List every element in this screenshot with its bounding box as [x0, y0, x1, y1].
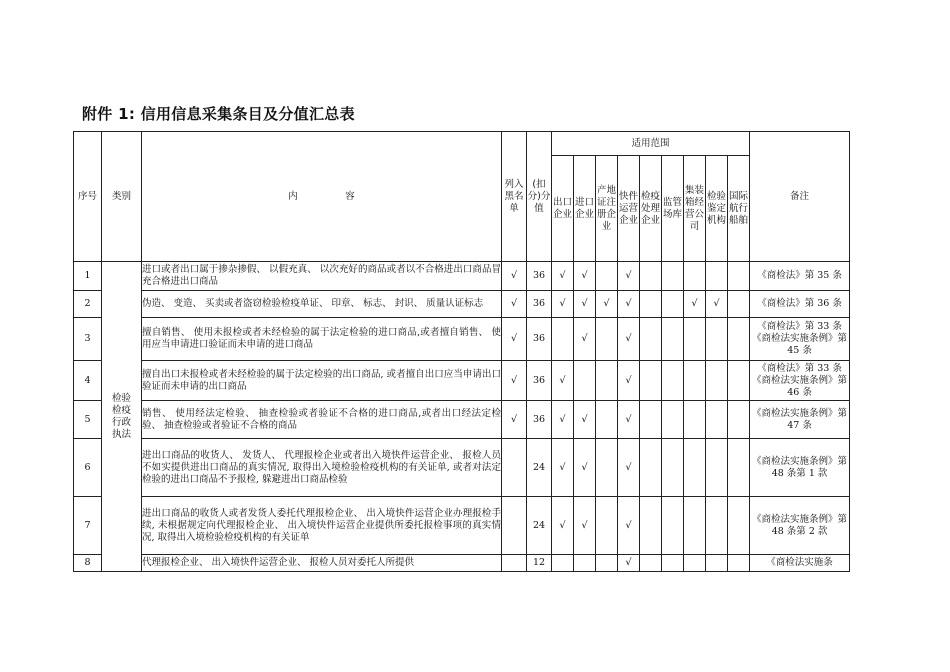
row-scope-cell: √ [574, 401, 596, 439]
row-scope-cell [640, 361, 662, 401]
row-scope-cell [684, 262, 706, 291]
header-scope-ship: 国际航行船舶 [728, 156, 750, 262]
row-note: 《商检法实施条例》第 48 条第 2 款 [750, 497, 850, 555]
row-content: 进出口商品的收货人、 发货人、 代理报检企业或者出入境快件运营企业、 报检人员不如实提供进出口商品的真实情况, 取得出入境检验检疫机构的有关证单, 或者对法定检验的进出口商品不予报检, 躲避进出口商品检验 [142, 439, 502, 497]
row-scope-cell [596, 497, 618, 555]
header-scope-quarantine: 检疫处理企业 [640, 156, 662, 262]
row-scope-cell [728, 291, 750, 318]
row-scope-cell [662, 318, 684, 361]
row-scope-cell [640, 555, 662, 572]
header-scope-origin-cert: 产地证注册企业 [596, 156, 618, 262]
row-scope-cell: √ [618, 262, 640, 291]
row-scope-cell: √ [552, 291, 574, 318]
row-scope-cell [574, 555, 596, 572]
credit-info-table [73, 131, 850, 572]
row-index: 5 [74, 401, 102, 439]
row-scope-cell: √ [552, 497, 574, 555]
header-scope-importer: 进口企业 [574, 156, 596, 262]
row-content: 擅自出口未报检或者未经检验的属于法定检验的出口商品, 或者擅自出口应当申请出口验证而未申请的出口商品 [142, 361, 502, 401]
header-scope: 适用范围 [552, 132, 750, 156]
row-content: 进口或者出口属于掺杂掺假、 以假充真、 以次充好的商品或者以不合格进出口商品冒充合格进出口商品 [142, 262, 502, 291]
row-scope-cell [596, 262, 618, 291]
header-score: (扣分)分值 [527, 132, 552, 262]
row-score: 12 [527, 555, 552, 572]
header-scope-exporter: 出口企业 [552, 156, 574, 262]
row-scope-cell [574, 361, 596, 401]
row-blacklist: √ [502, 318, 527, 361]
header-scope-container: 集装箱经营公司 [684, 156, 706, 262]
header-note: 备注 [750, 132, 850, 262]
row-content: 代理报检企业、 出入境快件运营企业、 报检人员对委托人所提供 [142, 555, 502, 572]
row-scope-cell [596, 439, 618, 497]
row-scope-cell: √ [552, 361, 574, 401]
row-scope-cell [596, 361, 618, 401]
row-scope-cell [684, 401, 706, 439]
row-scope-cell: √ [552, 262, 574, 291]
header-index: 序号 [74, 132, 102, 262]
row-scope-cell [662, 361, 684, 401]
row-scope-cell: √ [618, 361, 640, 401]
row-score: 24 [527, 439, 552, 497]
header-scope-warehouse: 监管场库 [662, 156, 684, 262]
table-row [74, 401, 850, 439]
row-score: 36 [527, 262, 552, 291]
row-note: 《商检法实施条例》第 48 条第 1 款 [750, 439, 850, 497]
row-scope-cell [706, 361, 728, 401]
row-scope-cell [706, 439, 728, 497]
row-scope-cell: √ [552, 401, 574, 439]
row-scope-cell: √ [618, 401, 640, 439]
row-scope-cell [640, 401, 662, 439]
row-scope-cell [640, 262, 662, 291]
row-scope-cell [728, 439, 750, 497]
row-scope-cell [706, 555, 728, 572]
row-index: 3 [74, 318, 102, 361]
row-scope-cell [596, 401, 618, 439]
row-blacklist: √ [502, 291, 527, 318]
row-content: 销售、 使用经法定检验、 抽查检验或者验证不合格的进口商品,或者出口经法定检验、 抽查检验或者验证不合格的商品 [142, 401, 502, 439]
header-scope-express: 快件运营企业 [618, 156, 640, 262]
row-scope-cell [640, 439, 662, 497]
row-scope-cell: √ [684, 291, 706, 318]
header-category: 类别 [102, 132, 142, 262]
row-content: 伪造、 变造、 买卖或者盗窃检验检疫单证、 印章、 标志、 封识、 质量认证标志 [142, 291, 502, 318]
row-blacklist [502, 439, 527, 497]
row-scope-cell: √ [552, 439, 574, 497]
table-row [74, 361, 850, 401]
row-index: 7 [74, 497, 102, 555]
row-blacklist: √ [502, 262, 527, 291]
row-scope-cell [662, 555, 684, 572]
row-scope-cell [640, 318, 662, 361]
row-scope-cell [684, 497, 706, 555]
row-blacklist: √ [502, 401, 527, 439]
document-title: 附件 1: 信用信息采集条目及分值汇总表 [82, 105, 355, 123]
row-note: 《商检法》第 33 条《商检法实施条例》第 45 条 [750, 318, 850, 361]
row-scope-cell [706, 401, 728, 439]
row-scope-cell [728, 497, 750, 555]
row-scope-cell [662, 262, 684, 291]
row-scope-cell [552, 318, 574, 361]
row-scope-cell [728, 361, 750, 401]
row-scope-cell [728, 401, 750, 439]
table-row [74, 439, 850, 497]
row-index: 4 [74, 361, 102, 401]
row-note: 《商检法》第 35 条 [750, 262, 850, 291]
row-scope-cell: √ [574, 262, 596, 291]
row-scope-cell [640, 291, 662, 318]
row-scope-cell [662, 401, 684, 439]
row-scope-cell [728, 262, 750, 291]
row-scope-cell [706, 497, 728, 555]
row-scope-cell: √ [618, 439, 640, 497]
row-scope-cell: √ [574, 497, 596, 555]
row-scope-cell [684, 555, 706, 572]
row-score: 36 [527, 291, 552, 318]
row-index: 6 [74, 439, 102, 497]
table-row [74, 555, 850, 572]
row-scope-cell [728, 318, 750, 361]
row-note: 《商检法》第 33 条《商检法实施条例》第 46 条 [750, 361, 850, 401]
row-scope-cell [684, 318, 706, 361]
row-scope-cell: √ [574, 291, 596, 318]
row-scope-cell [596, 555, 618, 572]
row-scope-cell [662, 497, 684, 555]
header-content: 内 容 [142, 132, 502, 262]
row-score: 36 [527, 361, 552, 401]
row-scope-cell [640, 497, 662, 555]
row-scope-cell: √ [618, 497, 640, 555]
row-content: 进出口商品的收货人或者发货人委托代理报检企业、 出入境快件运营企业办理报检手续, 未根据规定向代理报检企业、 出入境快件运营企业提供所委托报检事项的真实情况, 取得出入境检验检疫机构的有关证单 [142, 497, 502, 555]
row-note: 《商检法实施条例》第 47 条 [750, 401, 850, 439]
row-scope-cell [596, 318, 618, 361]
row-index: 2 [74, 291, 102, 318]
row-score: 36 [527, 401, 552, 439]
table-row [74, 291, 850, 318]
row-scope-cell [662, 439, 684, 497]
table-row [74, 262, 850, 291]
row-index: 8 [74, 555, 102, 572]
table-row [74, 497, 850, 555]
category-cell: 检验检疫行政执法 [102, 262, 142, 572]
row-blacklist: √ [502, 361, 527, 401]
row-scope-cell: √ [596, 291, 618, 318]
row-blacklist [502, 555, 527, 572]
row-score: 24 [527, 497, 552, 555]
row-scope-cell [552, 555, 574, 572]
row-scope-cell [684, 361, 706, 401]
row-note: 《商检法实施条 [750, 555, 850, 572]
row-blacklist [502, 497, 527, 555]
row-score: 36 [527, 318, 552, 361]
row-scope-cell [684, 439, 706, 497]
table-row [74, 318, 850, 361]
row-scope-cell: √ [574, 439, 596, 497]
row-note: 《商检法》第 36 条 [750, 291, 850, 318]
row-scope-cell: √ [618, 555, 640, 572]
row-scope-cell: √ [618, 318, 640, 361]
row-content: 擅自销售、 使用未报检或者未经检验的属于法定检验的进口商品,或者擅自销售、 使用应当申请进口验证而未申请的进口商品 [142, 318, 502, 361]
row-scope-cell: √ [618, 291, 640, 318]
row-scope-cell: √ [574, 318, 596, 361]
row-index: 1 [74, 262, 102, 291]
row-scope-cell [728, 555, 750, 572]
row-scope-cell [706, 262, 728, 291]
row-scope-cell [706, 318, 728, 361]
header-scope-inspection-agency: 检验鉴定机构 [706, 156, 728, 262]
header-blacklist: 列入黑名单 [502, 132, 527, 262]
row-scope-cell [662, 291, 684, 318]
row-scope-cell: √ [706, 291, 728, 318]
